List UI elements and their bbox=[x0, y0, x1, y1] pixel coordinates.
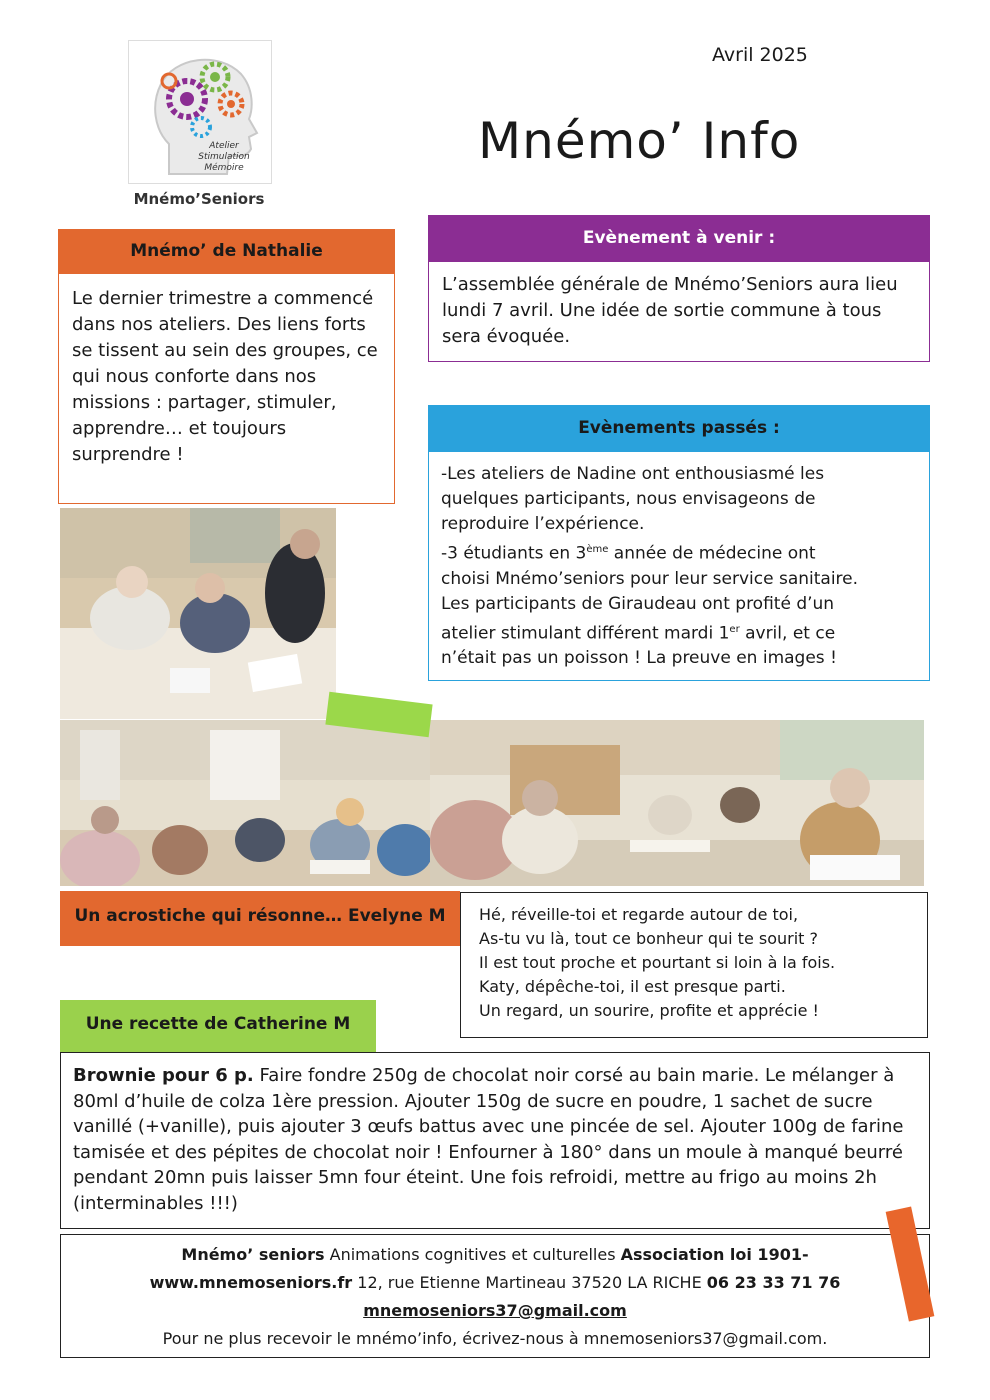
past-line: n’était pas un poisson ! La preuve en images ! bbox=[441, 648, 837, 669]
logo-tagline: Atelier Stimulation Mémoire bbox=[198, 141, 250, 173]
issue-date: Avril 2025 bbox=[712, 44, 808, 66]
nathalie-text: Le dernier trimestre a commencé dans nos ateliers. Des liens forts se tissent au sein des groupes, ce qui nous conforte dans nos missions : partager, stimuler, apprendre… et toujours surprendre ! bbox=[58, 273, 395, 504]
past-line: -3 étudiants en 3ème année de médecine ont bbox=[441, 543, 816, 564]
footer-line-1 bbox=[61, 1241, 929, 1269]
logo-brand: Mnémo’Seniors bbox=[133, 190, 265, 208]
acrostic-line: Il est tout proche et pourtant si loin à la fois. bbox=[479, 953, 836, 972]
acrostic-text bbox=[460, 892, 928, 1038]
acrostic-line: Hé, réveille-toi et regarde autour de toi, bbox=[479, 905, 799, 924]
past-line: reproduire l’expérience. bbox=[441, 514, 645, 534]
footer-unsubscribe: Pour ne plus recevoir le mnémo’info, écrivez-nous à mnemoseniors37@gmail.com. bbox=[162, 1329, 828, 1348]
upcoming-event-heading: Evènement à venir : bbox=[428, 215, 930, 261]
page-title: Mnémo’ Info bbox=[478, 112, 801, 170]
footer-email-link[interactable]: mnemoseniors37@gmail.com bbox=[363, 1301, 627, 1320]
upcoming-event-text: L’assemblée générale de Mnémo’Seniors aura lieu lundi 7 avril. Une idée de sortie commune à tous sera évoquée. bbox=[428, 261, 930, 362]
logo bbox=[122, 38, 276, 214]
workshop-photo-1 bbox=[60, 508, 336, 719]
footer-line-2 bbox=[61, 1269, 929, 1297]
footer-desc: Animations cognitives et culturelles bbox=[324, 1245, 621, 1264]
past-line: Les participants de Giraudeau ont profité d’un bbox=[441, 593, 835, 614]
past-line: atelier stimulant différent mardi 1er avril, et ce bbox=[441, 623, 836, 644]
past-events-text bbox=[428, 451, 930, 681]
footer bbox=[60, 1234, 930, 1358]
footer-line-3 bbox=[61, 1297, 929, 1325]
past-events-heading: Evènements passés : bbox=[428, 405, 930, 451]
workshop-photo-3 bbox=[430, 720, 924, 886]
footer-assoc: Association loi 1901- bbox=[620, 1245, 809, 1264]
footer-org: Mnémo’ seniors bbox=[181, 1245, 325, 1264]
recipe-text bbox=[60, 1052, 930, 1229]
footer-website-link[interactable]: www.mnemoseniors.fr bbox=[149, 1273, 353, 1292]
recipe-body: Faire fondre 250g de chocolat noir corsé au bain marie. Le mélanger à 80ml d’huile de colza 1ère pression. Ajouter 150g de sucre en poudre, 1 sachet de sucre vanillé (+vanille), puis ajouter 3 œufs battus avec une pincée de sel. Ajouter 100g de farine tamisée et des pépites de chocolat noir ! Enfourner à 180° dans un moule à manqué beurré pendant 20mn puis laisser 5mn four éteint. Une fois refroidi, mettre au frigo au moins 2h (interminables !!!) bbox=[73, 1065, 904, 1214]
workshop-photo-2 bbox=[60, 720, 430, 886]
past-line: choisi Mnémo’seniors pour leur service sanitaire. bbox=[441, 568, 859, 589]
footer-address: 12, rue Etienne Martineau 37520 LA RICHE bbox=[352, 1273, 707, 1292]
acrostic-heading: Un acrostiche qui résonne… Evelyne M bbox=[60, 891, 460, 946]
past-line: quelques participants, nous envisageons de bbox=[441, 489, 816, 509]
past-line: -Les ateliers de Nadine ont enthousiasmé les bbox=[441, 464, 825, 484]
acrostic-line: Katy, dépêche-toi, il est presque parti. bbox=[479, 977, 786, 996]
logo-frame bbox=[128, 40, 272, 184]
nathalie-heading: Mnémo’ de Nathalie bbox=[58, 229, 395, 273]
acrostic-line: Un regard, un sourire, profite et apprécie ! bbox=[479, 1001, 819, 1020]
acrostic-line: As-tu vu là, tout ce bonheur qui te sourit ? bbox=[479, 929, 819, 948]
recipe-heading: Une recette de Catherine M bbox=[60, 1000, 376, 1052]
recipe-title: Brownie pour 6 p. bbox=[73, 1065, 254, 1086]
footer-phone: 06 23 33 71 76 bbox=[706, 1273, 841, 1292]
